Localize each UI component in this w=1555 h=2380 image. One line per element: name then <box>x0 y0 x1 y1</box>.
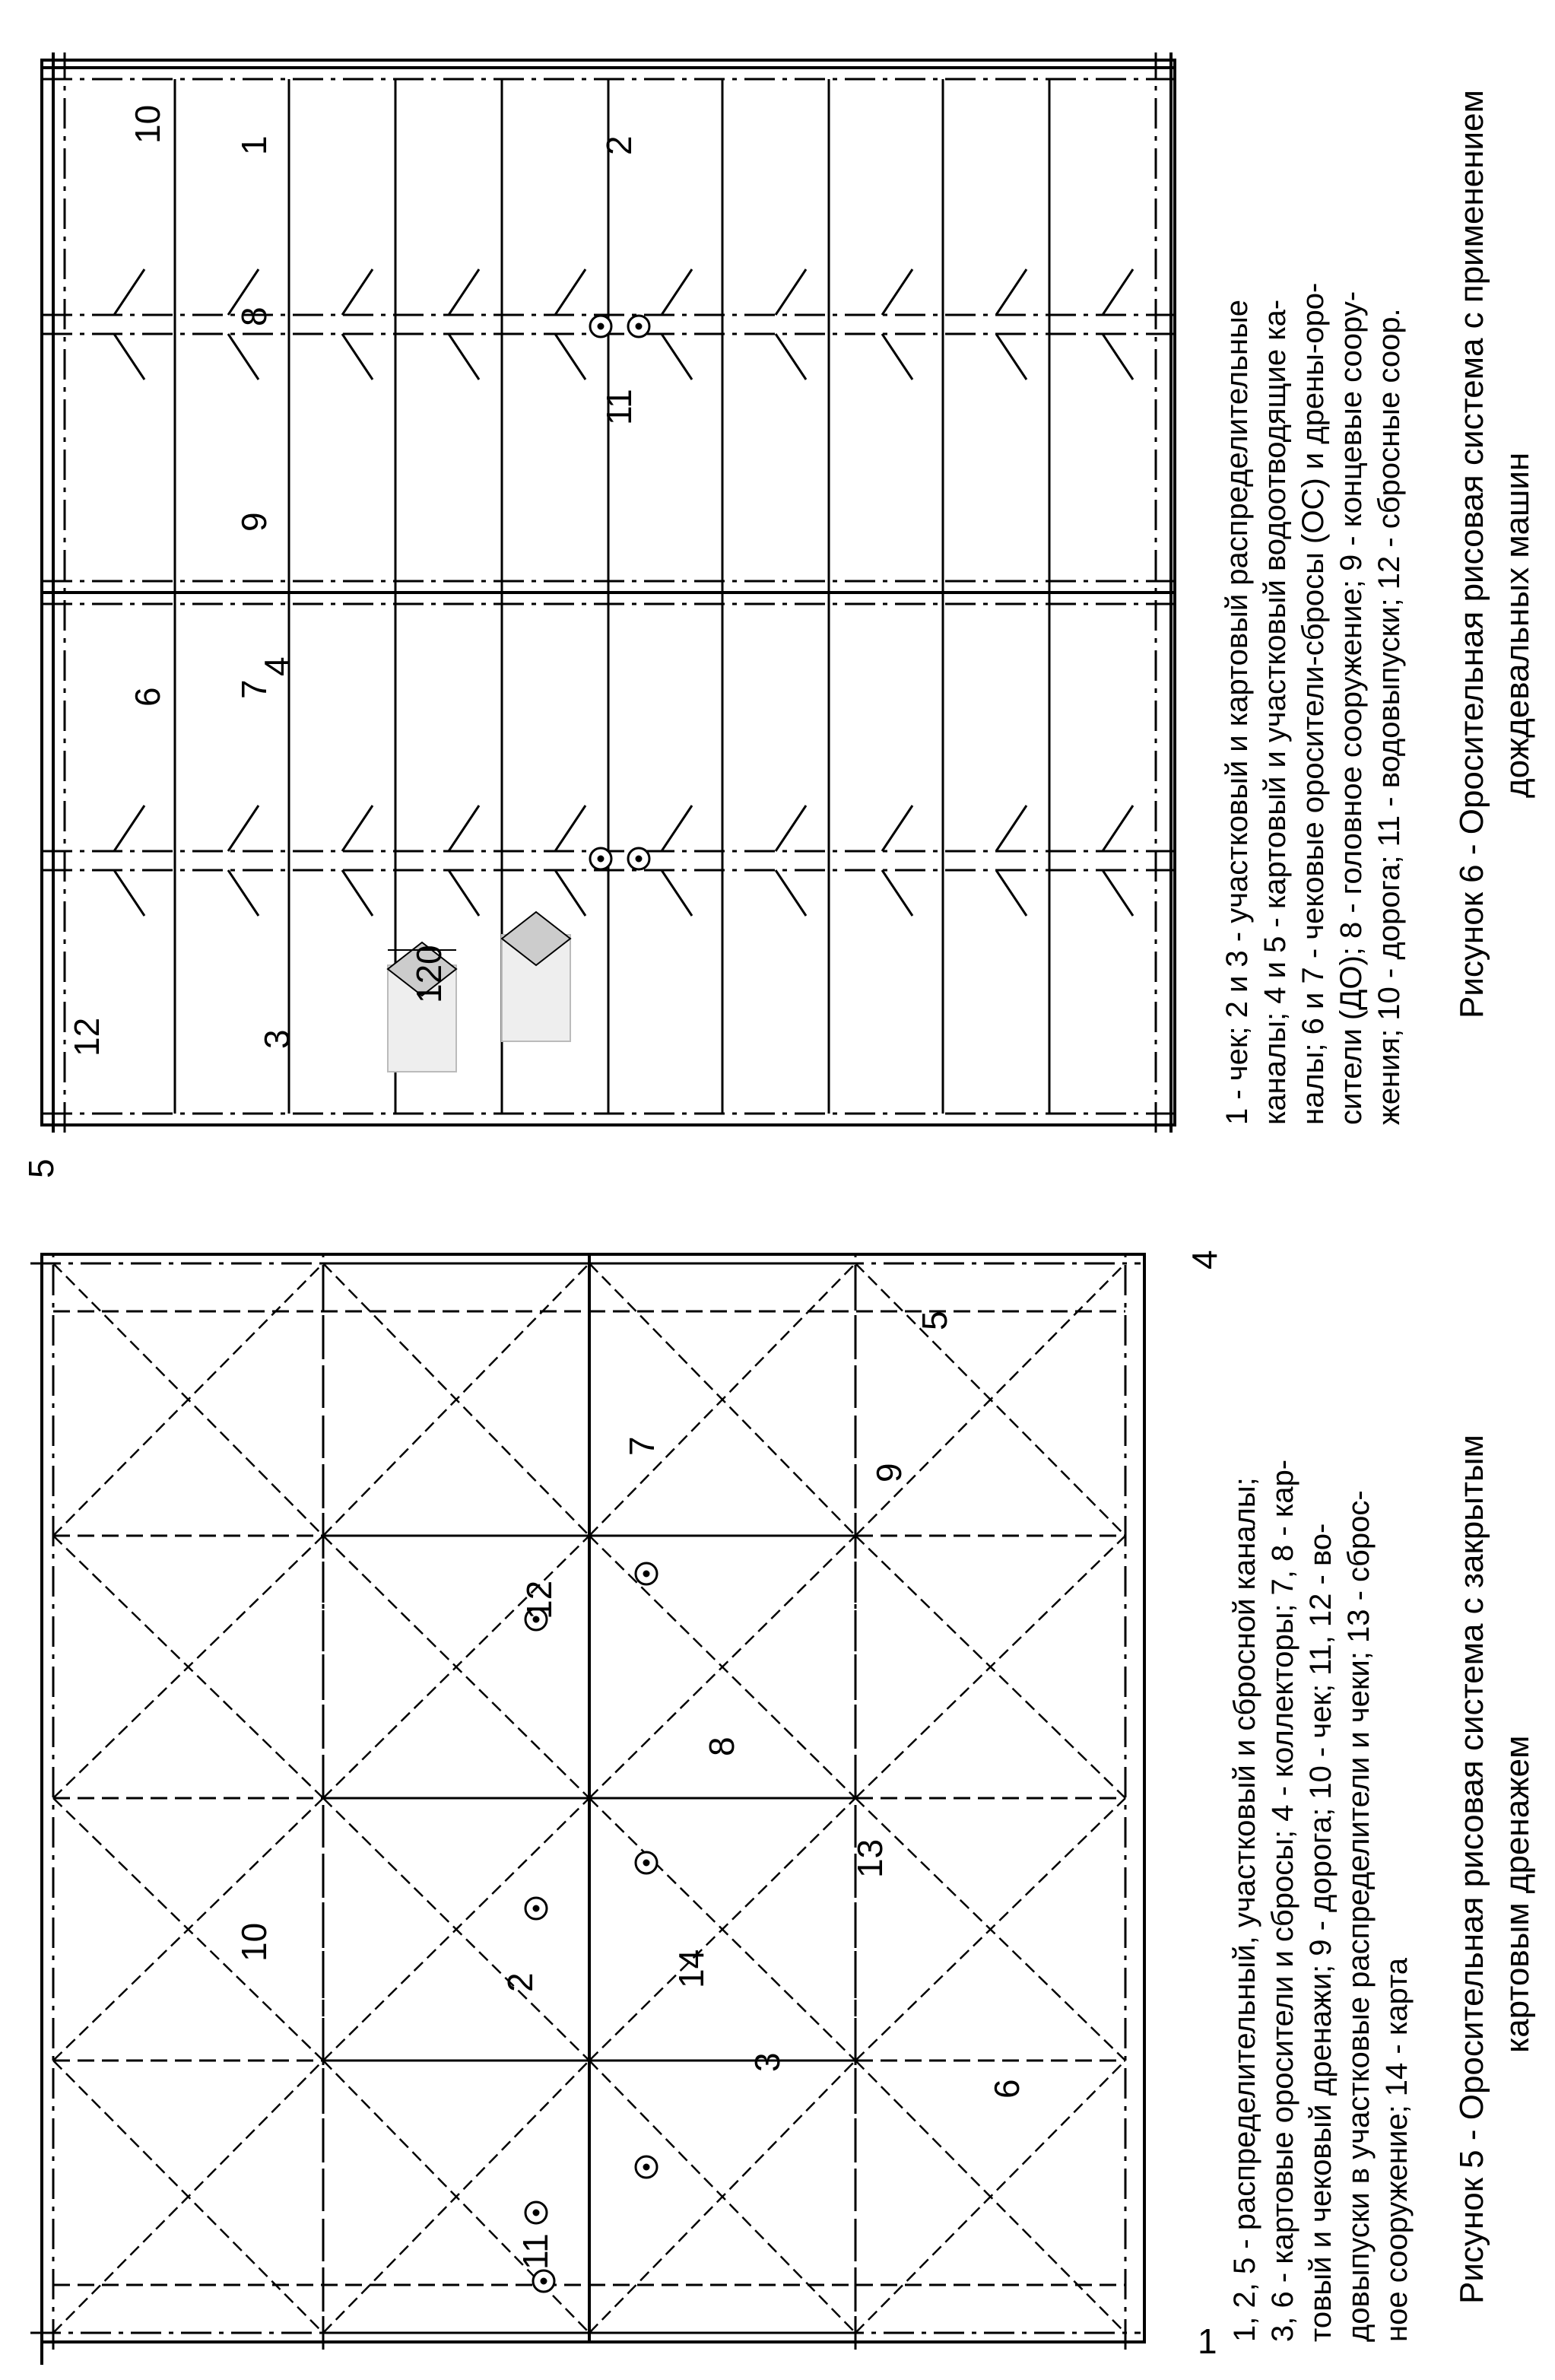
fig5-legend-line-2: 3, 6 - картовые оросители и сбросы; 4 - коллекторы; 7, 8 - кар- <box>1266 1459 1300 2342</box>
fig5-caption-line-2: картовым дренажем <box>1499 1735 1536 2053</box>
fig6-legend-line-3: налы; 6 и 7 - чековые оросители-сбросы (ОС) и дрены-оро- <box>1296 282 1330 1125</box>
fig6-label-2: 2 <box>599 135 639 155</box>
fig5-outlets <box>525 1563 657 2292</box>
fig5-distributor-lines <box>42 1254 589 2365</box>
figure-6 <box>21 52 1536 1178</box>
fig5-label-11: 11 <box>516 2233 555 2270</box>
fig6-label-9: 9 <box>234 512 274 532</box>
fig6-label-8: 8 <box>234 307 274 326</box>
fig5-label-3: 3 <box>747 2052 787 2072</box>
fig6-label-4: 4 <box>257 656 297 676</box>
fig5-label-5: 5 <box>915 1311 954 1330</box>
fig6-label-5: 5 <box>21 1158 61 1178</box>
fig6-label-6: 6 <box>128 687 167 707</box>
fig5-label-7: 7 <box>622 1436 662 1456</box>
fig5-label-1: 1 <box>1198 2321 1217 2361</box>
fig6-legend-line-4: сители (ДО); 8 - головное сооружение; 9 - концевые соору- <box>1334 291 1368 1125</box>
fig5-label-2: 2 <box>500 1972 540 1992</box>
fig6-legend-line-5: жения; 10 - дорога; 11 - водовыпуски; 12 - сбросные соор. <box>1373 308 1406 1125</box>
fig5-caption <box>1453 1435 1536 2304</box>
fig6-label-10: 10 <box>128 104 167 144</box>
fig6-dimension: 120 <box>409 945 449 1003</box>
fig5-label-9: 9 <box>869 1463 909 1482</box>
fig5-legend-line-4: довыпуски в участковые распределители и чеки; 13 - сброс- <box>1342 1490 1376 2342</box>
fig6-chek-lines <box>175 79 1049 1114</box>
fig6-legend <box>1220 283 1406 1125</box>
fig6-caption-line-1: Рисунок 6 - Оросительная рисовая система с применением <box>1453 90 1490 1018</box>
fig5-legend <box>1228 1460 1414 2342</box>
fig6-label-12: 12 <box>67 1017 106 1057</box>
fig5-label-10: 10 <box>234 1922 274 1962</box>
fig5-label-8: 8 <box>702 1737 741 1756</box>
fig6-label-1: 1 <box>234 135 274 155</box>
fig5-label-13: 13 <box>850 1838 890 1878</box>
fig5-legend-line-1: 1, 2, 5 - распределительный, участковый и сбросной каналы; <box>1228 1477 1261 2342</box>
fig6-label-11: 11 <box>599 389 639 425</box>
fig5-label-12: 12 <box>519 1580 559 1619</box>
fig5-labels <box>234 1250 1224 2361</box>
fig6-label-3: 3 <box>257 1029 297 1049</box>
fig5-legend-line-3: товый и чековый дренажи; 9 - дорога; 10 - чек; 11, 12 - во- <box>1304 1523 1338 2342</box>
fig6-label-7: 7 <box>234 679 274 699</box>
fig6-caption-line-2: дождевальных машин <box>1499 452 1536 798</box>
fig5-label-6: 6 <box>987 2079 1027 2099</box>
fig6-legend-line-1: 1 - чек; 2 и 3 - участковый и картовый распределительные <box>1220 299 1254 1125</box>
fig5-label-4: 4 <box>1185 1250 1224 1269</box>
fig5-label-14: 14 <box>671 1949 711 1988</box>
fig5-caption-line-1: Рисунок 5 - Оросительная рисовая система с закрытым <box>1453 1435 1490 2304</box>
fig6-legend-line-2: каналы; 4 и 5 - картовый и участковый водоотводящие ка- <box>1258 299 1292 1125</box>
fig6-caption <box>1453 90 1536 1018</box>
fig5-legend-line-5: ное сооружение; 14 - карта <box>1380 1958 1414 2342</box>
